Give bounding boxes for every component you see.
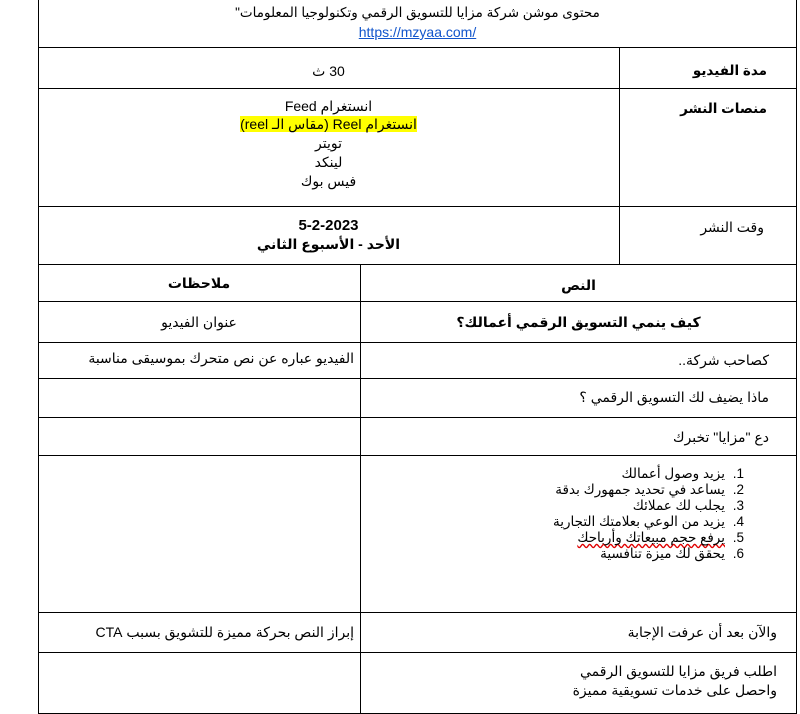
table-row-line-3 bbox=[38, 378, 797, 379]
video-title-text: كيف ينمي التسويق الرقمي أعمالك؟ bbox=[456, 314, 701, 330]
details-divider bbox=[619, 47, 620, 265]
video-title-note: عنوان الفيديو bbox=[161, 314, 237, 330]
benefit-item: 1. يزيد وصول أعمالك bbox=[349, 466, 729, 482]
platforms-label: منصات النشر bbox=[680, 101, 767, 116]
cta-note: إبراز النص بحركة مميزة للتشويق بسبب CTA bbox=[95, 624, 354, 640]
table-row-line-2 bbox=[38, 342, 797, 343]
benefit-item: 4. يزيد من الوعي بعلامتك التجارية bbox=[349, 514, 729, 530]
publish-day: الأحد - الأسبوع الثاني bbox=[256, 236, 401, 252]
table-row-line-4 bbox=[38, 417, 797, 418]
platform-instagram-reel: انستغرام Reel (مقاس الـ reel) bbox=[240, 116, 417, 132]
website-link-row bbox=[38, 24, 797, 40]
row7-line1: اطلب فريق مزايا للتسويق الرقمي bbox=[580, 663, 777, 679]
benefits-list bbox=[349, 466, 757, 562]
platform-facebook: فيس بوك bbox=[300, 173, 357, 189]
details-row-divider-2 bbox=[38, 206, 797, 207]
benefit-item: 3. يجلب لك عملائك bbox=[349, 498, 729, 514]
duration-value: 30 ث bbox=[312, 63, 345, 79]
row2-text: كصاحب شركة.. bbox=[678, 352, 769, 368]
table-row-line-7 bbox=[38, 652, 797, 653]
publish-time-label: وقت النشر bbox=[700, 219, 764, 235]
platform-twitter: تويتر bbox=[315, 135, 342, 151]
row7-line2: واحصل على خدمات تسويقية مميزة bbox=[572, 682, 777, 698]
row4-text: دع "مزايا" تخبرك bbox=[672, 429, 769, 445]
benefit-item: 2. يساعد في تحديد جمهورك بدقة bbox=[349, 482, 729, 498]
platform-linkedin: لينكد bbox=[314, 154, 343, 170]
notes-column-header: ملاحظات bbox=[167, 275, 231, 291]
website-link[interactable]: https://mzyaa.com/ bbox=[358, 24, 477, 40]
table-row-line-1 bbox=[38, 301, 797, 302]
details-row-divider-1 bbox=[38, 88, 797, 89]
table-row-line-5 bbox=[38, 455, 797, 456]
publish-date: 5-2-2023 bbox=[298, 217, 359, 234]
text-column-header: النص bbox=[561, 277, 596, 293]
row2-note: الفيديو عباره عن نص متحرك بموسيقى مناسبة bbox=[88, 350, 354, 366]
benefit-item: 6. يحقق لك ميزة تنافسية bbox=[349, 546, 729, 562]
table-row-line-6 bbox=[38, 612, 797, 613]
benefit-item: 5. يرفع حجم مبيعاتك وأرباحك bbox=[349, 530, 729, 546]
row6-text: والآن بعد أن عرفت الإجابة bbox=[627, 624, 777, 640]
duration-label: مدة الفيديو bbox=[692, 63, 767, 78]
platform-instagram-feed: انستغرام Feed bbox=[284, 98, 373, 114]
document-title: محتوى موشن شركة مزايا للتسويق الرقمي وتكنولوجيا المعلومات" bbox=[235, 5, 600, 20]
platform-instagram-reel-row bbox=[38, 115, 619, 133]
row3-text: ماذا يضيف لك التسويق الرقمي ؟ bbox=[579, 389, 769, 405]
